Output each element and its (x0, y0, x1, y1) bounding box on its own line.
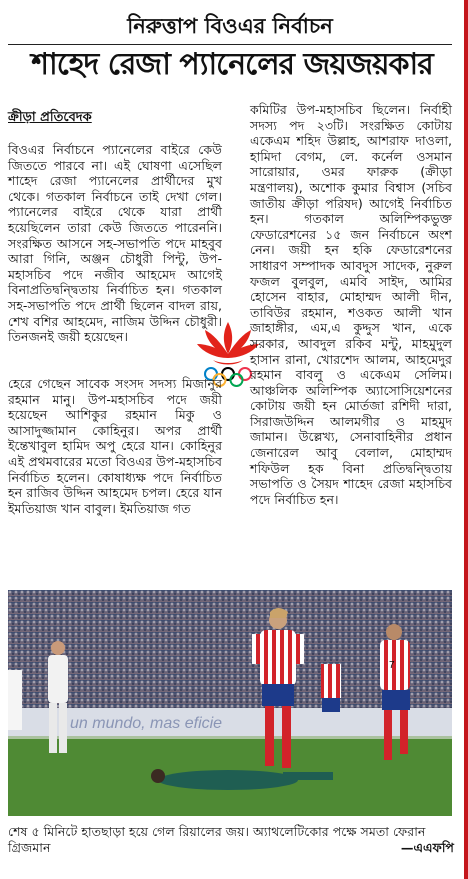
football-match-photo (8, 590, 452, 816)
player-white-edge (8, 670, 22, 730)
player-red-back (321, 664, 341, 712)
article-kicker: নিরুত্তাপ বিওএর নির্বাচন (127, 14, 333, 38)
paragraph: কমিটির উপ-মহাসচিব ছিলেন। নির্বাহী সদস্য পদ ২৩টি। সংরক্ষিত কোটায় একেএম শহিদ উল্লাহ, আশরাফ দাওলা, হামিদা বেগম, লে. কর্নেল ওসমান সারোয়ার, ওমর ফারুক (ক্রীড়া মন্ত্রণালয়), অশোক কুমার বিশ্বাস (সচিব জাতীয় ক্রীড়া পরিষদ) আগেই নির্বাচিত হন। গতকাল অলিম্পিকভুক্ত ফেডারেশনের ১৫ জন নির্বাচনে অংশ নেন। জয়ী হন হকি ফেডারেশনের সাধারণ সম্পাদক আবদুস সাদেক, নুরুল ফজল বুলবুল, এমবি সাইদ, আমির হোসেন বাহার, মোহাম্মদ আলী দীন, তাবিউর রহমান, শওকত আলী খান জাহাঙ্গীর, এম,এ কুদ্দুস খান, একে সরকার, আবদুল রকিব মন্টু, মাহমুদুল হাসান রানা, খোরশেদ আলম, আহমেদুর রহমান বাবলু ও একেএম সেলিম। আঞ্চলিক অলিম্পিক অ্যাসোসিয়েশনের কোটায় জয়ী হন মোর্তজা রশিদী দারা, সিরাজউদ্দিন আলমগীর ও মাহমুদ জামান। উল্লেখ্য, সেনাবাহিনীর প্রধান জেনারেল আবু বেলাল, মোহাম্মদ শফিউল হক বিনা প্রতিদ্বন্দ্বিতায় সভাপতি ও সৈয়দ শাহেদ রেজা মহাসচিব পদে নির্বাচিত হন। (250, 102, 452, 507)
article-column-2 (250, 102, 452, 507)
page-edge-bar (464, 0, 468, 879)
divider (8, 44, 452, 45)
article-column-1-continued (8, 376, 222, 516)
article-column-1 (8, 142, 222, 345)
photo-credit: —এএফপি (400, 840, 454, 855)
paragraph: বিওএর নির্বাচনে প্যানেলের বাইরে কেউ জিততে পারবে না। এই ঘোষণা এসেছিল শাহেদ রেজা প্যানেলের প্রার্থীদের মুখ থেকে। গতকাল নির্বাচনে তাই দেখা গেল। প্যানেলের বাইরে থেকে যারা প্রার্থী হয়েছিলেন তারা কেউ জিততে পারেননি। সংরক্ষিত আসনে সহ-সভাপতি পদে মাহবুব আরা গিনি, অঞ্জন চৌধুরী পিন্টু, উপ-মহাসচিব পদে নজীব আহমেদ আগেই বিনাপ্রতিদ্বন্দ্বিতায় নির্বাচিত হন। গতকাল সহ-সভাপতি পদে প্রার্থী ছিলেন বাদল রায়, শেখ বশির আহমেদ, নাজিম উদ্দিন চৌধুরী। তিনজনই জয়ী হয়েছেন। (8, 142, 222, 345)
ad-banner-text: un mundo, mas eficie (70, 715, 223, 732)
photo-caption: শেষ ৫ মিনিটে হাতছাড়া হয়ে গেল রিয়ালের জয়। অ্যাথলেটিকোর পক্ষে সমতা ফেরান গ্রিজমান (8, 824, 426, 855)
paragraph: হেরে গেছেন সাবেক সংসদ সদস্য মিজানুর রহমান মানু। উপ-মহাসচিব পদে জয়ী হয়েছেন আশিকুর রহমান মিকু ও আসাদুজ্জামান কোহিনুর। অপর প্রার্থী ইন্তেখাবুল হামিদ অপু হেরে যান। কোহিনুর এই প্রথমবারের মতো বিওএর উপ-মহাসচিব নির্বাচিত হলেন। কোষাধ্যক্ষ পদে নির্বাচিত হন রাজিব উদ্দিন আহমেদ চপল। হেরে যান ইমতিয়াজ খান বাবুল। ইমতিয়াজ গত (8, 376, 222, 516)
article-byline: ক্রীড়া প্রতিবেদক (8, 110, 92, 125)
article-headline: শাহেদ রেজা প্যানেলের জয়জয়কার (31, 47, 433, 82)
jersey-number: 7 (389, 660, 395, 671)
